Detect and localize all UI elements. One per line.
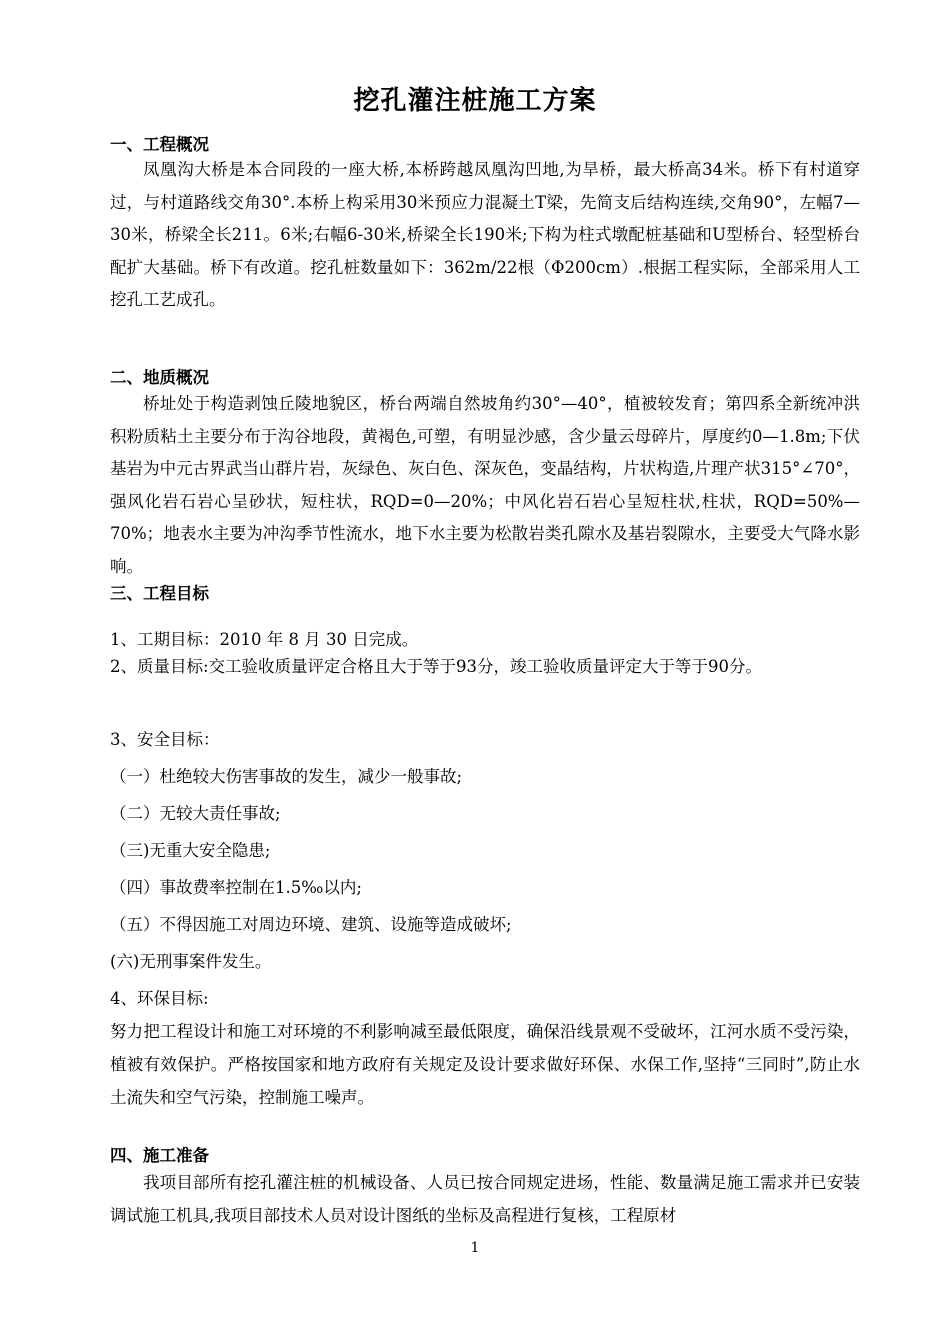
- goal-environment: 4、环保目标:: [110, 989, 209, 1008]
- section-3-heading: 三、工程目标: [110, 584, 209, 603]
- document-title: 挖孔灌注桩施工方案: [353, 86, 597, 116]
- section-4-heading: 四、施工准备: [110, 1146, 209, 1165]
- goal-schedule: 1、工期目标：2010 年 8 月 30 日完成。: [110, 630, 419, 649]
- environment-body: 努力把工程设计和施工对环境的不利影响减至最低限度，确保沿线景观不受破坏，江河水质不受污染，植被有效保护。严格按国家和地方政府有关规定及设计要求做好环保、水保工作,坚持“三同时”,防止水土流失和空气污染，控制施工噪声。: [110, 1022, 860, 1107]
- page-number: 1: [470, 1240, 480, 1256]
- safety-item: （三)无重大安全隐患;: [110, 841, 271, 860]
- section-1-body: 凤凰沟大桥是本合同段的一座大桥,本桥跨越凤凰沟凹地,为旱桥，最大桥高34米。桥下有村道穿过，与村道路线交角30°.本桥上构采用30米预应力混凝土T梁，先简支后结构连续,交角90°，左幅7—30米，桥梁全长211。6米;右幅6-30米,桥梁全长190米;下构为柱式墩配桩基础和U型桥台、轻型桥台配扩大基础。桥下有改道。挖孔桩数量如下：362m/22根（Φ200cm）.根据工程实际，全部采用人工挖孔工艺成孔。: [110, 160, 860, 310]
- safety-item: （一）杜绝较大伤害事故的发生，减少一般事故;: [110, 767, 463, 786]
- safety-item: （四）事故费率控制在1.5‰以内;: [110, 878, 362, 897]
- goal-quality: 2、质量目标:交工验收质量评定合格且大于等于93分，竣工验收质量评定大于等于90分。: [110, 657, 763, 676]
- safety-item: （五）不得因施工对周边环境、建筑、设施等造成破坏;: [110, 915, 512, 934]
- section-4-body: 我项目部所有挖孔灌注桩的机械设备、人员已按合同规定进场，性能、数量满足施工需求并已安装调试施工机具,我项目部技术人员对设计图纸的坐标及高程进行复核，工程原材: [110, 1173, 860, 1225]
- section-2-heading: 二、地质概况: [110, 368, 209, 387]
- safety-item: (六)无刑事案件发生。: [110, 952, 272, 971]
- section-2-body: 桥址处于构造剥蚀丘陵地貌区，桥台两端自然坡角约30°—40°，植被较发育；第四系全新统冲洪积粉质粘土主要分布于沟谷地段，黄褐色,可塑，有明显沙感，含少量云母碎片，厚度约0—1.8m;下伏基岩为中元古界武当山群片岩，灰绿色、灰白色、深灰色，变晶结构，片状构造,片理产状315°∠70°，强风化岩石岩心呈砂状，短柱状，RQD=0—20%；中风化岩石岩心呈短柱状,柱状，RQD=50%—70%；地表水主要为冲沟季节性流水，地下水主要为松散岩类孔隙水及基岩裂隙水，主要受大气降水影响。: [110, 394, 860, 576]
- safety-item: （二）无较大责任事故;: [110, 804, 281, 823]
- section-1-heading: 一、工程概况: [110, 135, 209, 154]
- goal-safety: 3、安全目标：: [110, 730, 220, 749]
